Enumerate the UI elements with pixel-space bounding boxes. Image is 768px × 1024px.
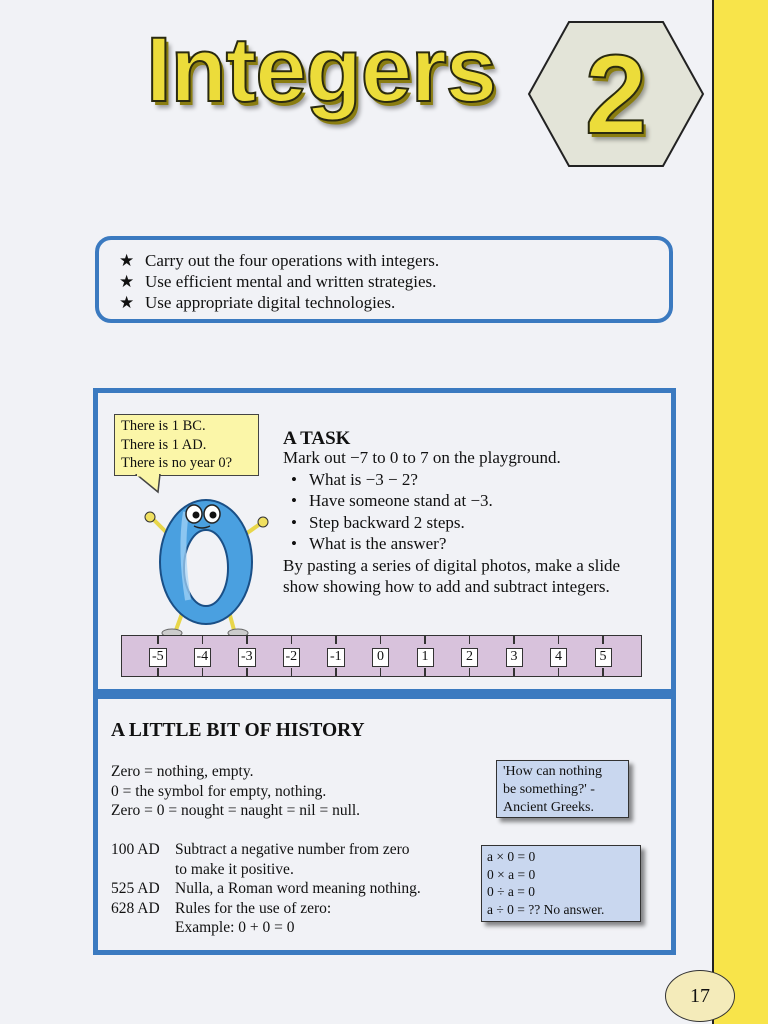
star-icon: ★ <box>119 293 135 312</box>
zero-character-icon <box>136 490 276 640</box>
number-line-label: -4 <box>194 648 212 667</box>
objective-item: ★ Use appropriate digital technologies. <box>119 293 396 312</box>
number-line-tick <box>291 668 293 676</box>
number-line-tick <box>424 636 426 644</box>
timeline-row: Example: 0 + 0 = 0 <box>175 919 295 936</box>
list-item: • What is the answer? <box>291 534 447 553</box>
number-line-tick <box>469 636 471 644</box>
greek-quote-note: 'How can nothing be something?' - Ancient Greeks. <box>496 760 629 818</box>
number-line-tick <box>335 668 337 676</box>
timeline-row: to make it positive. <box>175 860 294 878</box>
number-line-label: 4 <box>550 648 567 667</box>
objective-item: ★ Use efficient mental and written strategies. <box>119 272 437 291</box>
list-item: • What is −3 − 2? <box>291 469 418 489</box>
zero-rules-note: a × 0 = 0 0 × a = 0 0 ÷ a = 0 a ÷ 0 = ?? No answer. <box>481 845 641 922</box>
number-line-tick <box>291 636 293 644</box>
list-item: • Step backward 2 steps. <box>291 512 465 532</box>
number-line-label: 3 <box>506 648 523 667</box>
number-line-tick <box>469 668 471 676</box>
number-line-tick <box>380 668 382 676</box>
task-instructions: Mark out −7 to 0 to 7 on the playground. • What is −3 − 2? • Have someone stand at −3. • Step backward 2 steps. • What is the answer? By pasting a series of digital photos, make a slide show showing how to add and subtract integers. <box>283 447 663 598</box>
timeline-row: 100 AD Subtract a negative number from zero <box>111 841 410 858</box>
number-line-label: 2 <box>461 648 478 667</box>
number-line-label: 1 <box>417 648 434 667</box>
number-line-label: 5 <box>595 648 612 667</box>
star-icon: ★ <box>119 251 135 270</box>
number-line-label: -2 <box>283 648 301 667</box>
number-line-tick <box>246 636 248 644</box>
number-line-tick <box>202 636 204 644</box>
number-line-label: -5 <box>149 648 167 667</box>
number-line-tick <box>558 668 560 676</box>
timeline-row: 525 AD Nulla, a Roman word meaning nothing. <box>111 880 421 897</box>
number-line-tick <box>380 636 382 644</box>
history-timeline <box>111 840 421 938</box>
task-heading: A TASK <box>283 428 351 449</box>
list-item: • Have someone stand at −3. <box>291 491 493 510</box>
objective-item: ★ Carry out the four operations with integers. <box>119 251 440 270</box>
number-line-label: -1 <box>327 648 345 667</box>
number-line-tick <box>513 668 515 676</box>
chapter-number: 2 <box>584 31 648 157</box>
speech-bubble: There is 1 BC. There is 1 AD. There is no year 0? <box>114 414 259 476</box>
star-icon: ★ <box>119 272 135 291</box>
number-line-tick <box>513 636 515 644</box>
number-line-tick <box>335 636 337 644</box>
number-line-tick <box>246 668 248 676</box>
number-line-label: 0 <box>372 648 389 667</box>
number-line-tick <box>602 668 604 676</box>
number-line <box>121 635 642 677</box>
page-title: Integers <box>146 19 496 121</box>
number-line-tick <box>202 668 204 676</box>
number-line-tick <box>602 636 604 644</box>
timeline-row: 628 AD Rules for the use of zero: <box>111 899 332 917</box>
page-number: 17 <box>665 970 735 1022</box>
objectives-box <box>95 236 673 323</box>
number-line-tick <box>424 668 426 676</box>
history-heading: A LITTLE BIT OF HISTORY <box>111 720 365 741</box>
number-line-tick <box>157 668 159 676</box>
section-divider <box>93 689 676 699</box>
number-line-label: -3 <box>238 648 256 667</box>
number-line-tick <box>157 636 159 644</box>
number-line-tick <box>558 636 560 644</box>
history-definitions: Zero = nothing, empty. 0 = the symbol for empty, nothing. Zero = 0 = nought = naught = nil = null. <box>111 763 361 819</box>
yellow-side-band <box>712 0 768 1024</box>
